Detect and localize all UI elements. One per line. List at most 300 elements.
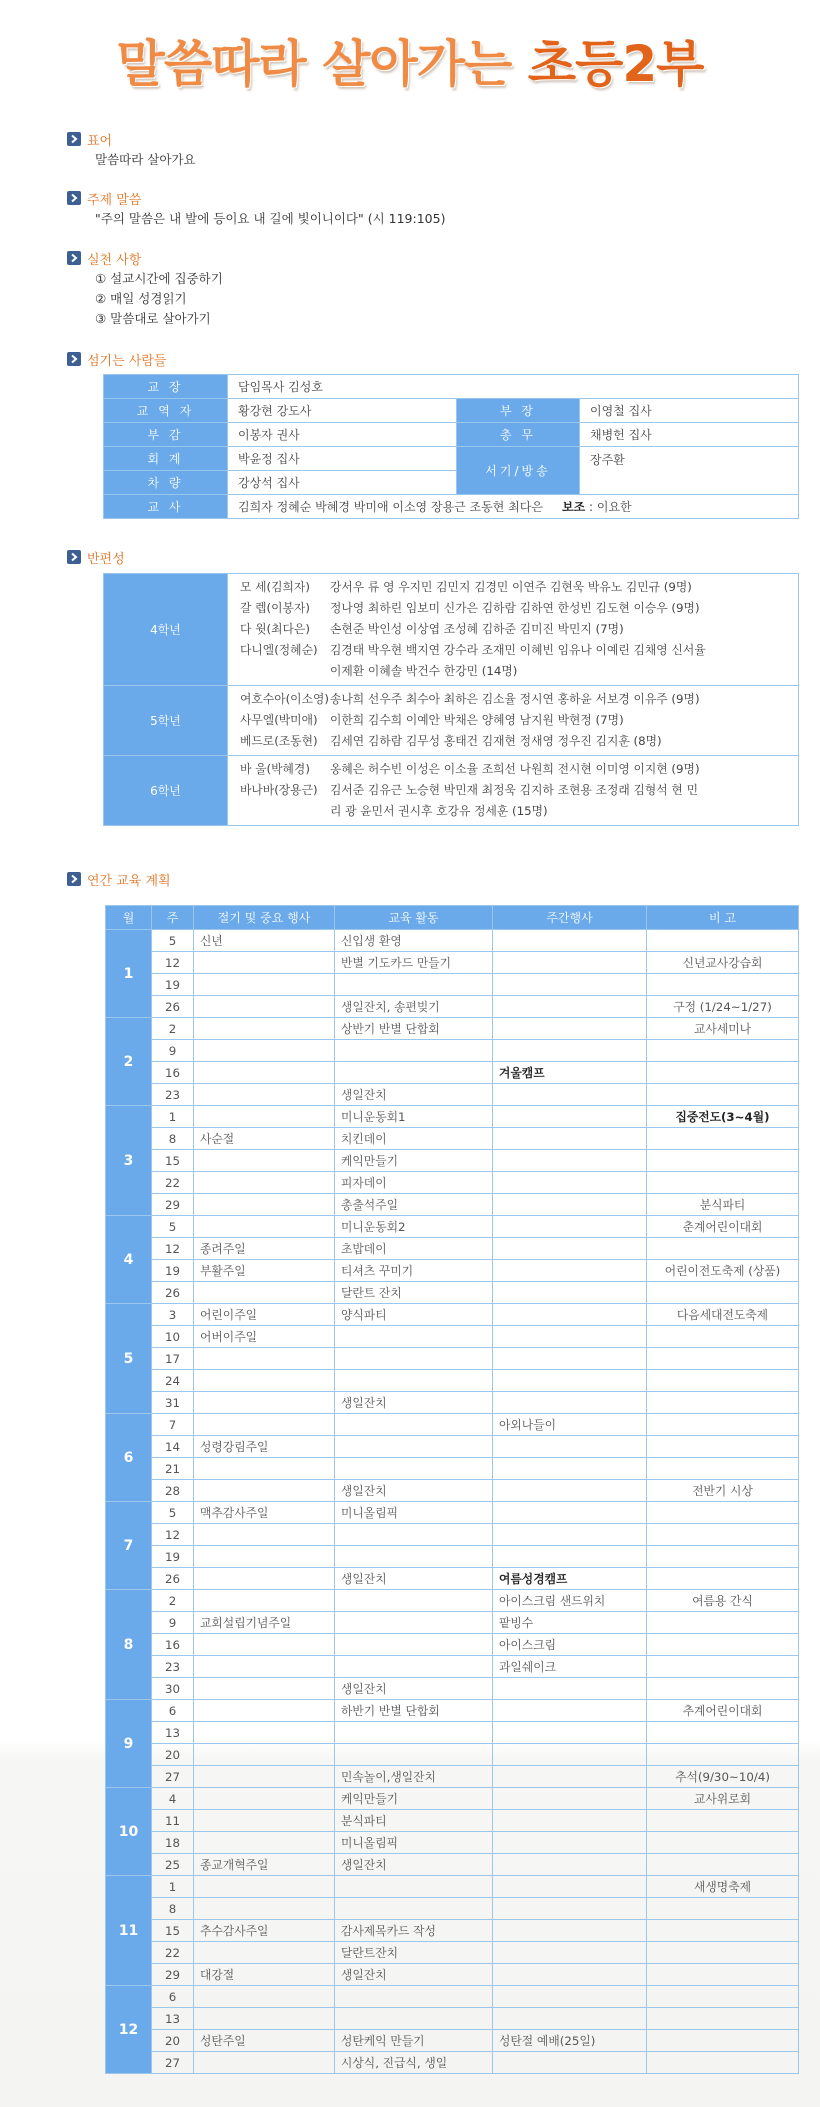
activity-cell: 신입생 환영 [335, 930, 493, 952]
activity-cell [335, 1414, 493, 1436]
table-row [106, 1326, 799, 1348]
event-cell [194, 1590, 335, 1612]
activity-cell [335, 1722, 493, 1744]
table-row [106, 1436, 799, 1458]
event-cell [194, 1876, 335, 1898]
note-cell [647, 1854, 799, 1876]
week-cell: 3 [152, 1304, 194, 1326]
weekly-cell [493, 1040, 647, 1062]
month-cell: 5 [106, 1304, 152, 1414]
staff-value: 박윤정 집사 [228, 447, 457, 471]
table-row [106, 2008, 799, 2030]
table-row [106, 2052, 799, 2074]
activity-cell [335, 1436, 493, 1458]
table-header-row [106, 906, 799, 930]
activity-cell [335, 1656, 493, 1678]
class-teacher: 다니엘(정혜순) [240, 643, 318, 657]
section-label: 표어 [87, 133, 113, 149]
event-cell [194, 1392, 335, 1414]
event-cell [194, 1656, 335, 1678]
table-row [106, 1282, 799, 1304]
table-row [106, 2030, 799, 2052]
event-cell [194, 2008, 335, 2030]
note-cell [647, 1282, 799, 1304]
weekly-cell [493, 1502, 647, 1524]
staff-header: 서기/방송 [457, 447, 580, 495]
event-cell [194, 1546, 335, 1568]
activity-cell: 미니운동회2 [335, 1216, 493, 1238]
table-row [106, 1348, 799, 1370]
activity-cell: 미니올림픽 [335, 1502, 493, 1524]
activity-cell: 생일잔치 [335, 1678, 493, 1700]
table-row [106, 1854, 799, 1876]
weekly-cell: 팥빙수 [493, 1612, 647, 1634]
activity-cell: 성탄케익 만들기 [335, 2030, 493, 2052]
weekly-cell: 아외나들이 [493, 1414, 647, 1436]
week-cell: 23 [152, 1656, 194, 1678]
event-cell: 신년 [194, 930, 335, 952]
week-cell: 1 [152, 1876, 194, 1898]
activity-cell: 시상식, 진급식, 생일 [335, 2052, 493, 2074]
week-cell: 2 [152, 1590, 194, 1612]
event-cell [194, 1942, 335, 1964]
event-cell: 교회설립기념주일 [194, 1612, 335, 1634]
week-cell: 21 [152, 1458, 194, 1480]
column-header: 비 고 [647, 906, 799, 930]
note-cell [647, 1634, 799, 1656]
weekly-cell [493, 1128, 647, 1150]
week-cell: 26 [152, 996, 194, 1018]
note-cell [647, 1370, 799, 1392]
grade-classes [228, 686, 799, 756]
table-row [106, 1568, 799, 1590]
table-row [106, 1876, 799, 1898]
staff-header: 회 계 [104, 447, 228, 471]
event-cell [194, 1898, 335, 1920]
weekly-cell [493, 1876, 647, 1898]
note-cell [647, 974, 799, 996]
activity-cell [335, 1986, 493, 2008]
note-cell: 새생명축제 [647, 1876, 799, 1898]
weekly-cell: 아이스크림 [493, 1634, 647, 1656]
weekly-cell [493, 1062, 647, 1084]
table-row [106, 1018, 799, 1040]
event-cell [194, 1106, 335, 1128]
note-cell [647, 1150, 799, 1172]
event-cell [194, 1524, 335, 1546]
weekly-cell [493, 1084, 647, 1106]
week-cell: 19 [152, 974, 194, 996]
table-row [104, 756, 799, 826]
staff-header: 교 사 [104, 495, 228, 519]
event-cell [194, 1480, 335, 1502]
table-row [106, 1458, 799, 1480]
event-cell [194, 1172, 335, 1194]
month-cell: 6 [106, 1414, 152, 1502]
class-teacher: 바 울(박혜경) [240, 762, 310, 776]
week-cell: 4 [152, 1788, 194, 1810]
week-cell: 5 [152, 1216, 194, 1238]
staff-value: 이봉자 권사 [228, 423, 457, 447]
note-cell [647, 2030, 799, 2052]
week-cell: 27 [152, 2052, 194, 2074]
class-students: 정나영 최하린 임보미 신가은 김하람 김하연 한성빈 김도현 이승우 (9명) [330, 601, 700, 615]
table-row [106, 1964, 799, 1986]
note-cell [647, 1436, 799, 1458]
note-cell [647, 1502, 799, 1524]
month-cell: 12 [106, 1986, 152, 2074]
section-classes-header [67, 548, 125, 566]
month-cell: 1 [106, 930, 152, 1018]
event-cell [194, 1722, 335, 1744]
weekly-cell [493, 996, 647, 1018]
table-row [106, 1678, 799, 1700]
note-cell [647, 1392, 799, 1414]
weekly-cell [493, 1854, 647, 1876]
weekly-cell [493, 1722, 647, 1744]
event-cell [194, 1986, 335, 2008]
class-teacher: 베드로(조동현) [240, 734, 318, 748]
note-cell [647, 1722, 799, 1744]
activity-cell: 하반기 반별 단합회 [335, 1700, 493, 1722]
activity-cell: 생일잔치 [335, 1964, 493, 1986]
event-cell [194, 1194, 335, 1216]
event-cell [194, 1766, 335, 1788]
column-header: 주간행사 [493, 906, 647, 930]
week-cell: 12 [152, 1524, 194, 1546]
section-label: 반편성 [87, 551, 125, 567]
weekly-cell [493, 1480, 647, 1502]
weekly-cell [493, 1436, 647, 1458]
note-cell: 전반기 시상 [647, 1480, 799, 1502]
class-line [240, 598, 786, 619]
weekly-cell [493, 1194, 647, 1216]
activity-cell: 피자데이 [335, 1172, 493, 1194]
event-cell [194, 1788, 335, 1810]
note-cell [647, 1612, 799, 1634]
grade-header: 6학년 [104, 756, 228, 826]
week-cell: 15 [152, 1920, 194, 1942]
activity-cell [335, 1612, 493, 1634]
class-line [240, 689, 786, 710]
note-cell: 어린이전도축제 (상품) [647, 1260, 799, 1282]
weekly-cell [493, 1282, 647, 1304]
class-teacher: 사무엘(박미애) [240, 713, 318, 727]
staff-header: 부 장 [457, 399, 580, 423]
class-students: 강서우 류 영 우지민 김민지 김경민 이연주 김현욱 박유노 김민규 (9명) [330, 580, 692, 594]
staff-value: 이영철 집사 [580, 399, 799, 423]
table-row [106, 1612, 799, 1634]
event-cell [194, 1084, 335, 1106]
assist-label: 보조 [562, 500, 586, 514]
table-row [106, 974, 799, 996]
week-cell: 1 [152, 1106, 194, 1128]
week-cell: 6 [152, 1986, 194, 2008]
note-cell [647, 1524, 799, 1546]
section-motto-header [67, 130, 112, 148]
weekly-cell [493, 1216, 647, 1238]
activity-cell [335, 974, 493, 996]
week-cell: 6 [152, 1700, 194, 1722]
event-cell: 맥추감사주일 [194, 1502, 335, 1524]
section-label: 실천 사항 [87, 252, 142, 268]
table-row [106, 1590, 799, 1612]
staff-value: 강상석 집사 [228, 471, 457, 495]
event-cell: 대강절 [194, 1964, 335, 1986]
table-row [106, 1524, 799, 1546]
activity-cell: 티셔츠 꾸미기 [335, 1260, 493, 1282]
table-row [106, 1920, 799, 1942]
event-cell: 성령강림주일 [194, 1436, 335, 1458]
event-cell [194, 2052, 335, 2074]
week-cell: 18 [152, 1832, 194, 1854]
event-cell [194, 1370, 335, 1392]
event-cell [194, 1832, 335, 1854]
weekly-cell [493, 1106, 647, 1128]
chevron-right-icon [67, 550, 81, 564]
table-row [106, 1392, 799, 1414]
month-cell: 10 [106, 1788, 152, 1876]
weekly-cell [493, 1524, 647, 1546]
activity-cell: 미니운동회1 [335, 1106, 493, 1128]
column-header: 교육 활동 [335, 906, 493, 930]
theme-text: "주의 말씀은 내 발에 등이요 내 길에 빛이니이다" (시 119:105) [95, 211, 446, 226]
week-cell: 15 [152, 1150, 194, 1172]
activity-cell [335, 1590, 493, 1612]
table-row [106, 1656, 799, 1678]
week-cell: 26 [152, 1282, 194, 1304]
activity-cell: 양식파티 [335, 1304, 493, 1326]
week-cell: 5 [152, 1502, 194, 1524]
bold-text: 집중전도(3~4월) [675, 1110, 770, 1124]
class-line [240, 661, 786, 682]
column-header: 절기 및 중요 행사 [194, 906, 335, 930]
weekly-cell [493, 1326, 647, 1348]
section-practice-header [67, 249, 141, 267]
week-cell: 23 [152, 1084, 194, 1106]
week-cell: 11 [152, 1810, 194, 1832]
table-row [106, 1810, 799, 1832]
week-cell: 13 [152, 2008, 194, 2030]
class-teacher: 여호수아(이소영) [240, 692, 329, 706]
practice-item: ③ 말씀대로 살아가기 [95, 311, 211, 326]
table-row [106, 996, 799, 1018]
weekly-cell [493, 1392, 647, 1414]
table-row [106, 1546, 799, 1568]
table-row [104, 375, 799, 399]
note-cell [647, 1986, 799, 2008]
practice-item: ② 매일 성경읽기 [95, 291, 187, 306]
week-cell: 7 [152, 1414, 194, 1436]
table-row [106, 1304, 799, 1326]
note-cell [647, 1172, 799, 1194]
table-row [106, 1766, 799, 1788]
staff-value: 담임목사 김성호 [228, 375, 799, 399]
staff-header: 부 감 [104, 423, 228, 447]
note-cell [647, 1128, 799, 1150]
note-cell [647, 1744, 799, 1766]
table-row [106, 1062, 799, 1084]
event-cell [194, 974, 335, 996]
activity-cell: 상반기 반별 단합회 [335, 1018, 493, 1040]
week-cell: 10 [152, 1326, 194, 1348]
classes-table [103, 573, 799, 826]
staff-header: 교 장 [104, 375, 228, 399]
practice-item: ① 설교시간에 집중하기 [95, 271, 223, 286]
week-cell: 28 [152, 1480, 194, 1502]
table-row [106, 1106, 799, 1128]
activity-cell: 케익만들기 [335, 1788, 493, 1810]
class-line [240, 801, 786, 822]
event-cell: 성탄주일 [194, 2030, 335, 2052]
grade-header: 5학년 [104, 686, 228, 756]
table-row [106, 1722, 799, 1744]
weekly-cell [493, 930, 647, 952]
week-cell: 13 [152, 1722, 194, 1744]
event-cell [194, 1040, 335, 1062]
staff-value [228, 495, 799, 519]
class-students: 이한희 김수희 이예안 박채은 양혜영 남지원 박현정 (7명) [330, 713, 624, 727]
table-row [104, 423, 799, 447]
table-row [106, 1084, 799, 1106]
activity-cell: 케익만들기 [335, 1150, 493, 1172]
grade-classes [228, 756, 799, 826]
weekly-cell [493, 1942, 647, 1964]
table-row [106, 1502, 799, 1524]
event-cell [194, 1810, 335, 1832]
table-row [106, 1634, 799, 1656]
week-cell: 8 [152, 1128, 194, 1150]
note-cell [647, 1040, 799, 1062]
weekly-cell [493, 1832, 647, 1854]
weekly-cell [493, 1986, 647, 2008]
activity-cell: 생일잔치, 송편빚기 [335, 996, 493, 1018]
weekly-cell: 과일쉐이크 [493, 1656, 647, 1678]
class-line [240, 640, 786, 661]
event-cell: 사순절 [194, 1128, 335, 1150]
week-cell: 19 [152, 1260, 194, 1282]
weekly-cell [493, 974, 647, 996]
week-cell: 30 [152, 1678, 194, 1700]
month-cell: 9 [106, 1700, 152, 1788]
table-row [106, 1128, 799, 1150]
note-cell [647, 1832, 799, 1854]
week-cell: 9 [152, 1040, 194, 1062]
activity-cell [335, 1524, 493, 1546]
activity-cell: 총출석주일 [335, 1194, 493, 1216]
month-cell: 4 [106, 1216, 152, 1304]
note-cell [647, 1678, 799, 1700]
table-row [106, 1260, 799, 1282]
note-cell [647, 1414, 799, 1436]
note-cell: 분식파티 [647, 1194, 799, 1216]
weekly-cell [493, 1260, 647, 1282]
activity-cell: 생일잔치 [335, 1392, 493, 1414]
activity-cell [335, 2008, 493, 2030]
section-plan-header [67, 870, 171, 888]
table-row [104, 447, 799, 471]
table-row [106, 1942, 799, 1964]
activity-cell: 생일잔치 [335, 1854, 493, 1876]
activity-cell: 치킨데이 [335, 1128, 493, 1150]
week-cell: 29 [152, 1194, 194, 1216]
activity-cell [335, 1546, 493, 1568]
note-cell [647, 1062, 799, 1084]
month-cell: 2 [106, 1018, 152, 1106]
table-row [106, 1414, 799, 1436]
month-cell: 11 [106, 1876, 152, 1986]
class-line [240, 619, 786, 640]
event-cell [194, 1568, 335, 1590]
staff-table [103, 374, 799, 519]
activity-cell [335, 1634, 493, 1656]
note-cell [647, 1964, 799, 1986]
table-row [106, 1898, 799, 1920]
class-teacher: 모 세(김희자) [240, 580, 310, 594]
activity-cell [335, 1348, 493, 1370]
table-row [106, 1744, 799, 1766]
table-row [106, 1172, 799, 1194]
week-cell: 20 [152, 2030, 194, 2052]
note-cell [647, 2008, 799, 2030]
event-cell [194, 1678, 335, 1700]
weekly-cell [493, 2008, 647, 2030]
activity-cell [335, 1876, 493, 1898]
week-cell: 27 [152, 1766, 194, 1788]
week-cell: 29 [152, 1964, 194, 1986]
table-row [106, 1700, 799, 1722]
activity-cell: 민속놀이,생일잔치 [335, 1766, 493, 1788]
staff-header: 차 량 [104, 471, 228, 495]
activity-cell: 달란트잔치 [335, 1942, 493, 1964]
note-cell [647, 1898, 799, 1920]
weekly-cell [493, 1238, 647, 1260]
annual-plan-table [105, 905, 799, 2074]
note-cell [647, 1084, 799, 1106]
month-cell: 8 [106, 1590, 152, 1700]
event-cell [194, 1700, 335, 1722]
event-cell [194, 1216, 335, 1238]
activity-cell [335, 1326, 493, 1348]
weekly-cell [493, 1788, 647, 1810]
table-row [104, 686, 799, 756]
class-students: 김세연 김하람 김무성 홍태건 김재현 정새영 정우진 김지훈 (8명) [330, 734, 662, 748]
note-cell: 추계어린이대회 [647, 1700, 799, 1722]
class-students: 김경태 박우현 백지연 강수라 조재민 이혜빈 임유나 이예린 김채영 신서율 [330, 643, 706, 657]
chevron-right-icon [67, 352, 81, 366]
table-row [106, 1216, 799, 1238]
event-cell [194, 1282, 335, 1304]
class-line [240, 710, 786, 731]
note-cell [647, 1810, 799, 1832]
section-label: 연간 교육 계획 [87, 873, 171, 889]
weekly-cell [493, 1370, 647, 1392]
class-students: 김서준 김유근 노승현 박민재 최정욱 김지하 조현용 조정래 김형석 현 민 [330, 783, 698, 797]
week-cell: 20 [152, 1744, 194, 1766]
class-students: 옹혜은 허수빈 이성은 이소율 조희선 나원희 전시현 이미영 이지현 (9명) [330, 762, 700, 776]
staff-value: 채병헌 집사 [580, 423, 799, 447]
column-header: 월 [106, 906, 152, 930]
week-cell: 9 [152, 1612, 194, 1634]
activity-cell [335, 1040, 493, 1062]
note-cell: 교사세미나 [647, 1018, 799, 1040]
class-teacher: 바나바(장용근) [240, 783, 318, 797]
week-cell: 16 [152, 1634, 194, 1656]
note-cell [647, 1546, 799, 1568]
weekly-cell [493, 2052, 647, 2074]
weekly-cell [493, 1150, 647, 1172]
note-cell [647, 930, 799, 952]
